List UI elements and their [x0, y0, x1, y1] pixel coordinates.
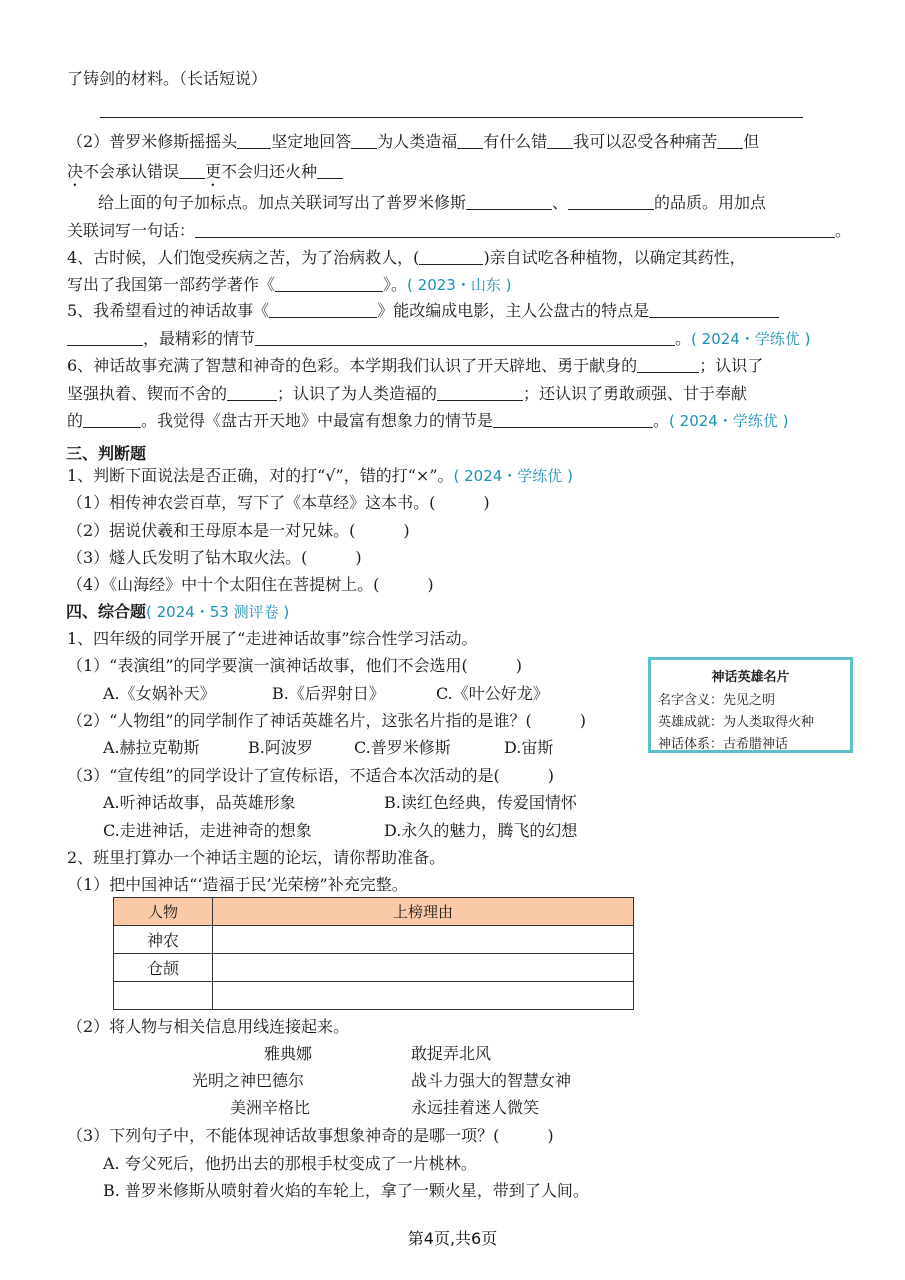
table-cell-person: 神农: [114, 926, 213, 954]
table-cell-reason[interactable]: [213, 926, 634, 954]
answer-blank[interactable]: [637, 356, 699, 373]
source-tag: ( 2024・学练优 ): [691, 330, 811, 348]
match-left-item[interactable]: 美洲辛格比: [230, 1098, 311, 1117]
carry-over-text: 了铸剑的材料。（长话短说）: [67, 69, 268, 88]
q2-sentence-line2: [67, 161, 343, 190]
option-c[interactable]: C.《叶公好龙》: [436, 684, 549, 703]
q2-sentence-line1: [67, 131, 759, 153]
instruction-text: 关联词写一句话：: [67, 221, 196, 240]
question-text: 1、判断下面说法是否正确，对的打“√”，错的打“×”。: [67, 466, 454, 485]
judgment-item[interactable]: （2）据说伏羲和王母原本是一对兄妹。( ): [67, 521, 410, 540]
sec4-q1-3[interactable]: （3）“宣传组”的同学设计了宣传标语，不适合本次活动的是( ): [67, 766, 555, 785]
q4-line1: [67, 247, 746, 269]
punct-blank[interactable]: [237, 132, 271, 149]
match-left-item[interactable]: 光明之神巴德尔: [192, 1071, 305, 1090]
q6-line2: [67, 383, 747, 405]
match-right-item[interactable]: 战斗力强大的智慧女神: [411, 1071, 572, 1090]
q2-instruction: [98, 192, 766, 214]
card-line: 名字含义：先见之明: [658, 693, 776, 708]
option-a[interactable]: A. 夸父死后，他扔出去的那根手杖变成了一片桃林。: [103, 1154, 477, 1173]
option-a[interactable]: A.赫拉克勒斯: [103, 738, 200, 757]
q2-seg: 坚定地回答: [271, 132, 352, 151]
q4-line2: [67, 274, 511, 296]
dotted-conjunction: 更: [205, 162, 222, 181]
judgment-item[interactable]: （3）燧人氏发明了钻木取火法。( ): [67, 548, 362, 567]
option-a[interactable]: A.《女娲补天》: [103, 684, 216, 703]
punct-blank[interactable]: [317, 162, 343, 179]
q4-text: 》。: [383, 275, 408, 294]
punct-blank[interactable]: [457, 132, 483, 149]
hero-name-card: [648, 657, 853, 753]
answer-blank[interactable]: [83, 411, 141, 428]
q5-line1: [67, 300, 779, 322]
table-row: [114, 954, 634, 982]
option-b[interactable]: B.读红色经典，传爱国情怀: [384, 793, 577, 812]
table-cell-person: 仓颉: [114, 954, 213, 982]
table-header: 上榜理由: [213, 898, 634, 926]
table-cell-reason[interactable]: [213, 982, 634, 1010]
source-tag: ( 2024・学练优 ): [453, 467, 573, 485]
q2-label: （2）: [67, 132, 110, 151]
punct-blank[interactable]: [717, 132, 743, 149]
sec4-q2-2: （2）将人物与相关信息用线连接起来。: [67, 1017, 350, 1036]
option-c[interactable]: C.普罗米修斯: [354, 738, 451, 757]
answer-blank[interactable]: [649, 301, 779, 318]
dotted-conjunction: 决: [67, 162, 84, 181]
q5-text: ，最精彩的情节: [143, 329, 256, 348]
q2-seg: 普罗米修斯摇摇头: [109, 132, 238, 151]
answer-blank[interactable]: [227, 384, 277, 401]
option-c[interactable]: C.走进神话，走进神奇的想象: [103, 821, 312, 840]
q2-seg: 有什么错: [483, 132, 548, 151]
q6-text: ；认识了为人类造福的: [277, 384, 438, 403]
q2-seg: 但: [743, 132, 760, 151]
instruction-text: 的品质。用加点: [654, 193, 767, 212]
table-cell-reason[interactable]: [213, 954, 634, 982]
punct-blank[interactable]: [547, 132, 573, 149]
answer-blank[interactable]: [466, 193, 552, 210]
card-title: 神话英雄名片: [711, 670, 790, 685]
section-title-judgment: 三、判断题: [66, 444, 147, 463]
punct-blank[interactable]: [179, 162, 205, 179]
period: 。: [835, 221, 852, 240]
q6-text: 坚强执着、锲而不舍的: [67, 384, 228, 403]
answer-blank[interactable]: [437, 384, 523, 401]
answer-blank[interactable]: [568, 193, 654, 210]
separator: 、: [552, 193, 569, 212]
page-number: 第4页,共6页: [407, 1229, 498, 1248]
q6-line3: [67, 410, 788, 432]
answer-blank[interactable]: [195, 221, 835, 238]
honor-roll-table: [113, 897, 634, 1010]
q2-seg: 不会归还火种: [221, 162, 318, 181]
option-d[interactable]: D.宙斯: [504, 738, 554, 757]
answer-line: [100, 117, 803, 118]
q5-text: 5、我希望看过的神话故事《: [67, 301, 270, 320]
card-line: 神话体系：古希腊神话: [658, 737, 789, 752]
answer-blank[interactable]: [269, 301, 377, 318]
q5-line2: [67, 328, 810, 350]
option-b[interactable]: B.《后羿射日》: [272, 684, 385, 703]
section-title-comprehensive-row: [66, 601, 289, 623]
sec3-q1: [67, 465, 573, 487]
q6-line1: [67, 355, 763, 377]
answer-blank[interactable]: [67, 329, 143, 346]
period: 。: [653, 411, 670, 430]
sec4-q1-1[interactable]: （1）“表演组”的同学要演一演神话故事，他们不会选用( ): [67, 656, 523, 675]
q6-text: 的: [67, 411, 84, 430]
q2-seg: 为人类造福: [377, 132, 458, 151]
table-row: [114, 926, 634, 954]
q6-text: ；还认识了勇敢顽强、甘于奉献: [523, 384, 748, 403]
sec4-q1: 1、四年级的同学开展了“走进神话故事”综合性学习活动。: [67, 629, 478, 648]
table-header: 人物: [114, 898, 213, 926]
section-title-comprehensive: 四、综合题: [66, 602, 147, 621]
option-b[interactable]: B. 普罗米修斯从喷射着火焰的车轮上，拿了一颗火星，带到了人间。: [103, 1181, 589, 1200]
option-b[interactable]: B.阿波罗: [248, 738, 313, 757]
q5-text: 》能改编成电影，主人公盘古的特点是: [377, 301, 650, 320]
q4-text: 4、古时候，人们饱受疾病之苦，为了治病救人，(: [67, 248, 420, 267]
answer-blank[interactable]: [493, 411, 653, 428]
judgment-item[interactable]: （4）《山海经》中十个太阳住在菩提树上。( ): [67, 575, 434, 594]
sec4-q2-1: （1）把中国神话“‘造福于民’光荣榜”补充完整。: [67, 875, 408, 894]
q6-text: 。我觉得《盘古开天地》中最富有想象力的情节是: [141, 411, 494, 430]
table-row: [114, 982, 634, 1010]
table-cell-person[interactable]: [114, 982, 213, 1010]
period: 。: [675, 329, 692, 348]
answer-blank[interactable]: [419, 248, 483, 265]
q6-text: ；认识了: [699, 356, 764, 375]
card-line: 英雄成就：为人类取得火种: [658, 715, 815, 730]
q4-text: 写出了我国第一部药学著作《: [67, 275, 276, 294]
table-header-row: [114, 898, 634, 926]
judgment-item[interactable]: （1）相传神农尝百草，写下了《本草经》这本书。( ): [67, 493, 490, 512]
q2-seg: 我可以忍受各种痛苦: [573, 132, 718, 151]
q2-seg: 不会承认错误: [83, 162, 180, 181]
source-tag: ( 2023・山东 ): [407, 276, 512, 294]
q6-text: 6、神话故事充满了智慧和神奇的色彩。本学期我们认识了开天辟地、勇于献身的: [67, 356, 638, 375]
match-left-item[interactable]: 雅典娜: [264, 1044, 313, 1063]
answer-blank[interactable]: [255, 329, 675, 346]
match-right-item[interactable]: 永远挂着迷人微笑: [411, 1098, 540, 1117]
source-tag: ( 2024・学练优 ): [669, 412, 789, 430]
punct-blank[interactable]: [351, 132, 377, 149]
match-right-item[interactable]: 敢捉弄北风: [411, 1044, 492, 1063]
q4-text: )亲自试吃各种植物，以确定其药性，: [483, 248, 746, 267]
q2-instruction-line2: [67, 220, 851, 242]
option-d[interactable]: D.永久的魅力，腾飞的幻想: [384, 821, 578, 840]
source-tag: ( 2024・53 测评卷 ): [146, 603, 290, 621]
answer-blank[interactable]: [275, 275, 383, 292]
sec4-q1-2[interactable]: （2）“人物组”的同学制作了神话英雄名片，这张名片指的是谁？( ): [67, 711, 587, 730]
option-a[interactable]: A.听神话故事，品英雄形象: [103, 793, 296, 812]
sec4-q2: 2、班里打算办一个神话主题的论坛，请你帮助准备。: [67, 848, 446, 867]
sec4-q2-3[interactable]: （3）下列句子中，不能体现神话故事想象神奇的是哪一项？( ): [67, 1126, 554, 1145]
instruction-text: 给上面的句子加标点。加点关联词写出了普罗米修斯: [98, 193, 467, 212]
